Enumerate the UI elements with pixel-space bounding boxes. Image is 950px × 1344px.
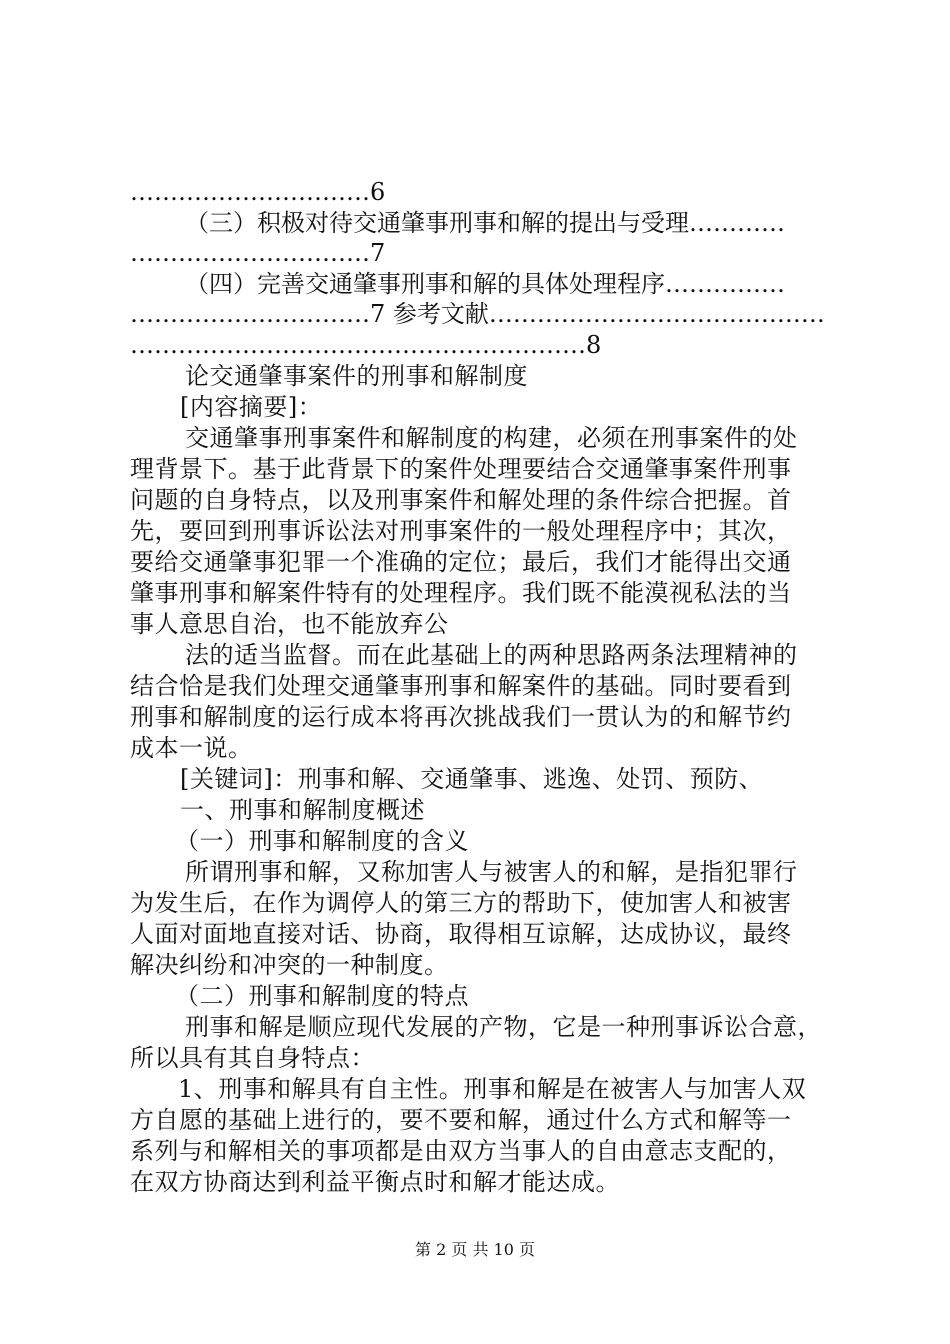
paragraph-line: 1、刑事和解具有自主性。刑事和解是在被害人与加害人双	[178, 1075, 807, 1103]
abstract-line: 结合恰是我们处理交通肇事刑事和解案件的基础。同时要看到	[130, 672, 792, 700]
paragraph-line: 为发生后，在作为调停人的第三方的帮助下，使加害人和被害	[130, 889, 792, 917]
paragraph-line: 系列与和解相关的事项都是由双方当事人的自由意志支配的，	[130, 1137, 792, 1165]
subsection-heading: （二）刑事和解制度的特点	[175, 982, 469, 1010]
paragraph-line: 在双方协商达到利益平衡点时和解才能达成。	[130, 1168, 620, 1196]
abstract-line: 成本一说。	[130, 734, 253, 762]
abstract-line: 事人意思自治，也不能放弃公	[130, 610, 449, 638]
paragraph-line: 刑事和解是顺应现代发展的产物，它是一种刑事诉讼合意，	[185, 1013, 822, 1041]
paragraph-line: 方自愿的基础上进行的，要不要和解，通过什么方式和解等一	[130, 1106, 792, 1134]
paragraph-line: 解决纠纷和冲突的一种制度。	[130, 951, 449, 979]
page-footer: 第 2 页 共 10 页	[415, 1240, 535, 1259]
abstract-line: 肇事刑事和解案件特有的处理程序。我们既不能漠视私法的当	[130, 579, 792, 607]
section-heading: 一、刑事和解制度概述	[180, 796, 425, 824]
abstract-line: 法的适当监督。而在此基础上的两种思路两条法理精神的	[185, 641, 798, 669]
abstract-line: 问题的自身特点，以及刑事案件和解处理的条件综合把握。首	[130, 486, 792, 514]
toc-line: …………………………6	[130, 178, 386, 206]
abstract-line: 先，要回到刑事诉讼法对刑事案件的一般处理程序中；其次，	[130, 517, 792, 545]
abstract-line: 交通肇事刑事案件和解制度的构建，必须在刑事案件的处	[185, 424, 798, 452]
abstract-line: 要给交通肇事犯罪一个准确的定位；最后，我们才能得出交通	[130, 548, 792, 576]
abstract-line: 理背景下。基于此背景下的案件处理要结合交通肇事案件刑事	[130, 455, 792, 483]
keywords: [关键词]：刑事和解、交通肇事、逃逸、处罚、预防、	[180, 765, 764, 793]
abstract-label: [内容摘要]：	[180, 393, 323, 421]
abstract-line: 刑事和解制度的运行成本将再次挑战我们一贯认为的和解节约	[130, 703, 792, 731]
toc-entry-three: （三）积极对待交通肇事刑事和解的提出与受理…………	[185, 209, 785, 237]
paragraph-line: 所谓刑事和解，又称加害人与被害人的和解，是指犯罪行	[185, 858, 798, 886]
subsection-heading: （一）刑事和解制度的含义	[175, 827, 469, 855]
paragraph-line: 所以具有其自身特点：	[130, 1044, 375, 1072]
paragraph-line: 人面对面地直接对话、协商，取得相互谅解，达成协议，最终	[130, 920, 792, 948]
toc-line-references: …………………………7 参考文献……………………………………	[130, 300, 825, 328]
toc-entry-four: （四）完善交通肇事刑事和解的具体处理程序……………	[185, 270, 785, 298]
toc-line: …………………………7	[130, 239, 386, 267]
toc-line: …………………………………………………8	[130, 331, 602, 359]
document-title: 论交通肇事案件的刑事和解制度	[185, 362, 528, 390]
